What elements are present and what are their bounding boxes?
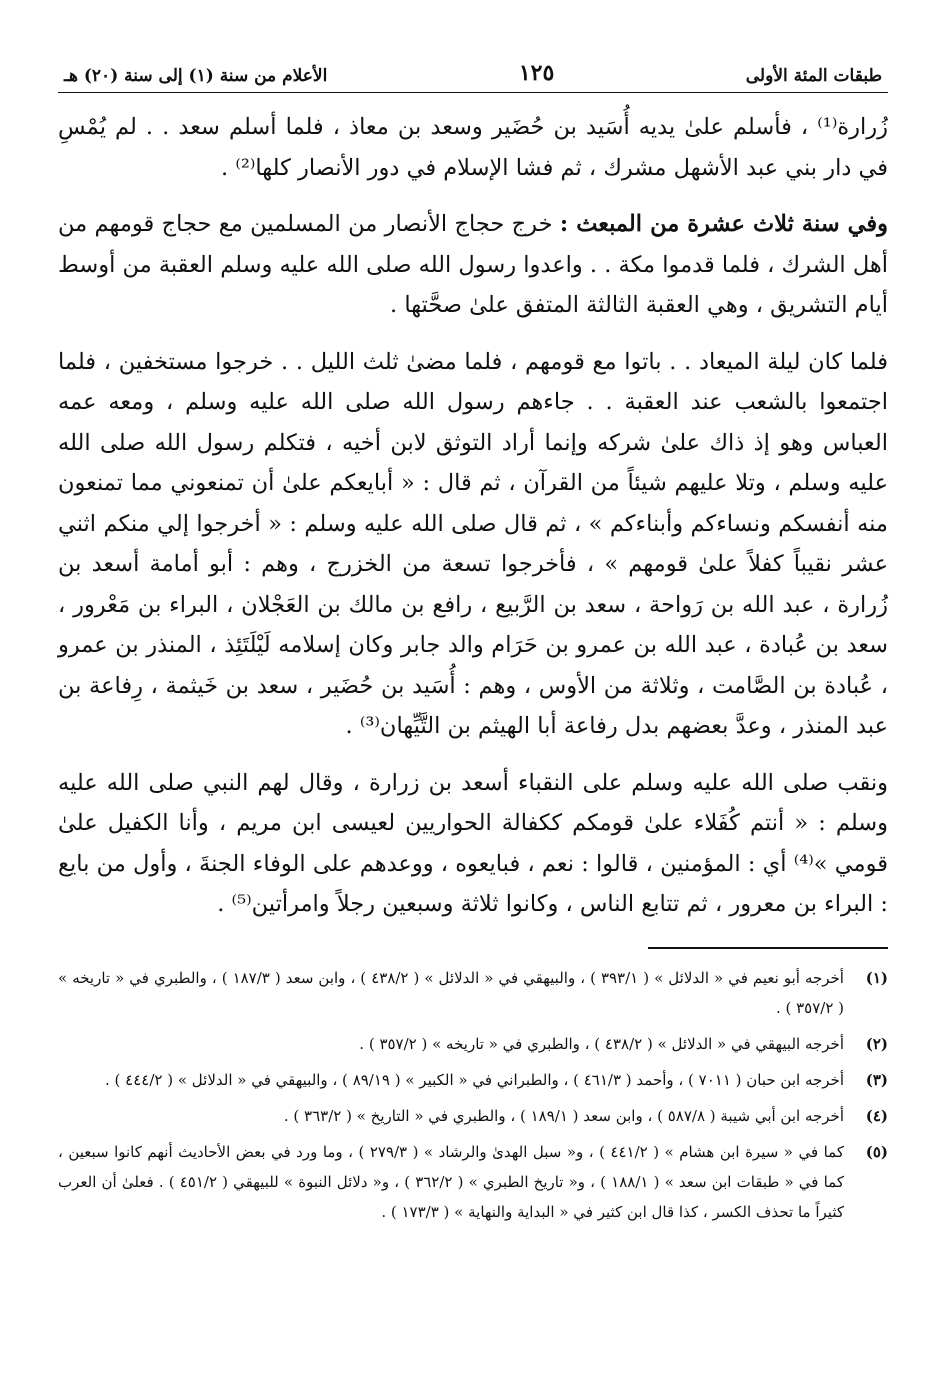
paragraph-1-text: زُرارة⁽¹⁾ ، فأسلم علىٰ يديه أُسَيد بن حُضَير وسعد بن معاذ ، فلما أسلم سعد . . لم يُمْسِ في دار بني عبد الأشهل مشرك ، ثم فشا الإسلام في دور الأنصار كلها⁽²⁾ . — [58, 114, 888, 181]
footnote-number: (٢) — [865, 1034, 888, 1053]
paragraph-2-lead: وفي سنة ثلاث عشرة من المبعث : — [559, 211, 888, 237]
footnote-number: (٥) — [865, 1142, 888, 1161]
footnote-text: كما في « سيرة ابن هشام » ( ٤٤١/٢ ) ، و« سبل الهدىٰ والرشاد » ( ٢٧٩/٣ ) ، وما ورد في بعض الأحاديث أنهم كانوا سبعين ، كما في « طبقات ابن سعد » ( ١٨٨/١ ) ، و« تاريخ الطبري » ( ٣٦٢/٢ ) ، و« دلائل النبوة » للبيهقي ( ٤٥١/٢ ) . فعلىٰ أن العرب كثيراً ما تحذف الكسر ، كذا قال ابن كثير في « البداية والنهاية » ( ١٧٣/٣ ) . — [58, 1142, 844, 1221]
header-section-title: الأعلام من سنة (١) إلى سنة (٢٠) هـ — [64, 66, 328, 86]
main-text — [58, 107, 888, 925]
header-book-title: طبقات المئة الأولى — [745, 66, 882, 86]
footnote-3 — [58, 1065, 888, 1095]
footnote-number: (٤) — [865, 1106, 888, 1125]
footnote-5 — [58, 1137, 888, 1227]
footnote-number: (٣) — [865, 1070, 888, 1089]
footnote-text: أخرجه ابن أبي شيبة ( ٥٨٧/٨ ) ، وابن سعد ( ١٨٩/١ ) ، والطبري في « التاريخ » ( ٣٦٣/٢ ) . — [283, 1106, 844, 1125]
paragraph-2 — [58, 204, 888, 326]
footnote-text: أخرجه ابن حبان ( ٧٠١١ ) ، وأحمد ( ٤٦١/٣ ) ، والطبراني في « الكبير » ( ٨٩/١٩ ) ، والبيهقي في « الدلائل » ( ٤٤٤/٢ ) . — [105, 1070, 844, 1089]
footnote-number: (١) — [865, 968, 888, 987]
paragraph-4-text: ونقب صلى الله عليه وسلم على النقباء أسعد بن زرارة ، وقال لهم النبي صلى الله عليه وسلم : « أنتم كُفَلاء علىٰ قومكم ككفالة الحواريين لعيسى ابن مريم ، وأنا الكفيل علىٰ قومي »⁽⁴⁾ أي : المؤمنين ، قالوا : نعم ، فبايعوه ، ووعدهم على الوفاء الجنةَ ، وأول من بايع : البراء بن معرور ، ثم تتابع الناس ، وكانوا ثلاثة وسبعين رجلاً وامرأتين⁽⁵⁾ . — [58, 769, 888, 917]
footnote-text: أخرجه أبو نعيم في « الدلائل » ( ٣٩٣/١ ) ، والبيهقي في « الدلائل » ( ٤٣٨/٢ ) ، وابن سعد ( ١٨٧/٣ ) ، والطبري في « تاريخه » ( ٣٥٧/٢ ) . — [58, 968, 844, 1017]
page-number: ١٢٥ — [518, 60, 555, 86]
footnote-1 — [58, 963, 888, 1023]
paragraph-3 — [58, 342, 888, 747]
paragraph-4 — [58, 763, 888, 925]
footnote-2 — [58, 1029, 888, 1059]
paragraph-1 — [58, 107, 888, 188]
paragraph-2-text: خرج حجاج الأنصار من المسلمين مع حجاج قومهم من أهل الشرك ، فلما قدموا مكة . . واعدوا رسول الله صلى الله عليه وسلم العقبة من أوسط أيام التشريق ، وهي العقبة الثالثة المتفق علىٰ صحَّتها . — [58, 211, 888, 318]
footnote-text: أخرجه البيهقي في « الدلائل » ( ٤٣٨/٢ ) ، والطبري في « تاريخه » ( ٣٥٧/٢ ) . — [359, 1034, 844, 1053]
footnote-separator — [648, 947, 888, 949]
running-header — [58, 60, 888, 93]
footnotes — [58, 963, 888, 1227]
footnote-4 — [58, 1101, 888, 1131]
paragraph-3-text: فلما كان ليلة الميعاد . . باتوا مع قومهم ، فلما مضىٰ ثلث الليل . . خرجوا مستخفين ، فلما اجتمعوا بالشعب عند العقبة . . جاءهم رسول الله صلى الله عليه وسلم ، ومعه عمه العباس وهو إذ ذاك علىٰ شركه وإنما أراد التوثق لابن أخيه ، فتكلم رسول الله صلى الله عليه وسلم ، وتلا عليهم شيئاً من القرآن ، ثم قال : « أبايعكم علىٰ أن تمنعوني مما تمنعون منه أنفسكم ونساءكم وأبناءكم » ، ثم قال صلى الله عليه وسلم : « أخرجوا إلي منكم اثني عشر نقيباً كفلاً علىٰ قومهم » ، فأخرجوا تسعة من الخزرج ، وهم : أبو أمامة أسعد بن زُرارة ، عبد الله بن رَواحة ، سعد بن الرَّبيع ، رافع بن مالك بن العَجْلان ، البراء بن مَعْرور ، سعد بن عُبادة ، عبد الله بن عمرو بن حَرَام والد جابر وكان إسلامه لَيْلَتَئِذ ، المنذر بن عمرو ، عُبادة بن الصَّامت ، وثلاثة من الأوس ، وهم : أُسَيد بن حُضَير ، سعد بن خَيثمة ، رِفاعة بن عبد المنذر ، وعدَّ بعضهم بدل رفاعة أبا الهيثم بن التَّيِّهان⁽³⁾ . — [58, 348, 888, 739]
